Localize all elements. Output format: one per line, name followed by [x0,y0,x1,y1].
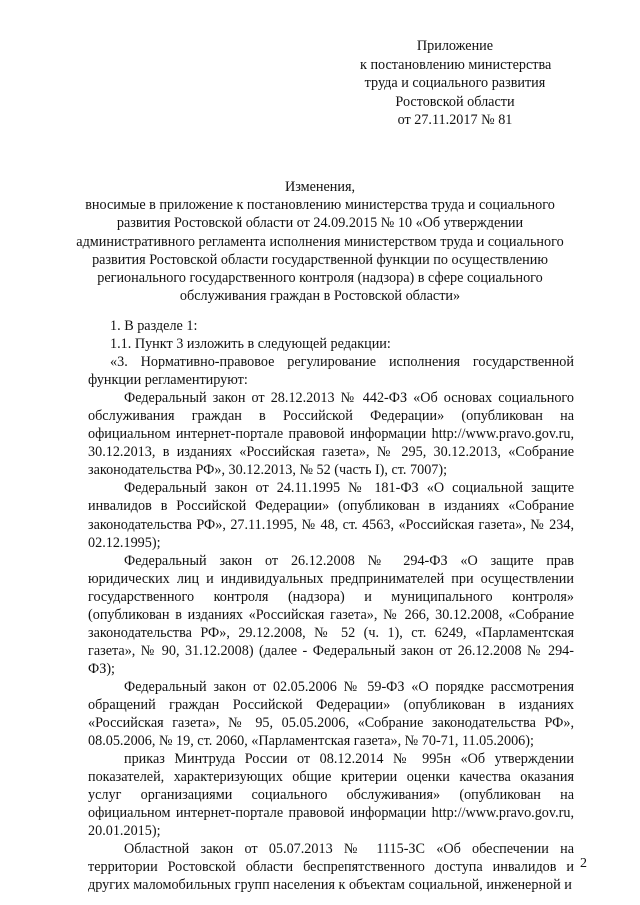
clause-heading: 1.1. Пункт 3 изложить в следующей редакции: [110,336,391,353]
title-line: Изменения, [284,179,356,195]
paragraph: Федеральный закон от 26.12.2008 № 294-ФЗ «О защите прав юридических лиц и индивидуальных предпринимателей при осуществлении государственного контроля (надзора) и муниципального контроля» (опубликован в изданиях «Российская газета», № 266, 30.12.2008, «Собрание законодательства РФ», 29.12.2008, № 52 (ч. 1), ст. 6249, «Парламентская газета», № 90, 31.12.2008) (далее - Федеральный закон от 26.12.2008 № 294-ФЗ); [88,552,574,677]
page-number: 2 [580,856,587,871]
appendix-line: к постановлению министерства [360,56,552,73]
paragraph: Федеральный закон от 02.05.2006 № 59-ФЗ «О порядке рассмотрения обращений граждан Российской Федерации» (опубликован в изданиях «Российская газета», № 95, 05.05.2006, «Собрание законодательства РФ», 08.05.2006, № 19, ст. 2060, «Парламентская газета», № 70-71, 11.05.2006); [88,678,574,750]
appendix-line: Приложение [416,38,494,54]
title-line: вносимые в приложение к постановлению министерства труда и социального [85,197,555,214]
appendix-line: от 27.11.2017 № 81 [397,112,513,129]
paragraph: Федеральный закон от 24.11.1995 № 181-ФЗ «О социальной защите инвалидов в Российской Федерации» (опубликован в изданиях «Собрание законодательства РФ», 27.11.1995, № 48, ст. 4563, «Российская газета», № 234, 02.12.1995); [88,480,574,551]
title-line: регионального государственного контроля (надзора) в сфере социального [97,270,543,287]
title-line: обслуживания граждан в Ростовской области» [179,288,461,305]
section-heading: 1. В разделе 1: [110,318,198,334]
title-line: развития Ростовской области от 24.09.2015 № 10 «Об утверждении [116,215,524,232]
document-body [88,317,574,895]
title-line: развития Ростовской области государственной функции по осуществлению [92,251,548,268]
appendix-line: Ростовской области [395,93,515,110]
document-title [70,178,570,305]
appendix-header [360,37,550,130]
paragraph: «3. Нормативно-правовое регулирование исполнения государственной функции регламентируют: [88,354,574,389]
paragraph: приказ Минтруда России от 08.12.2014 № 995н «Об утверждении показателей, характеризующих общие критерии оценки качества оказания услуг организациями социального обслуживания» (опубликован на официальном интернет-портале правовой информации http://www.pravo.gov.ru, 20.01.2015); [88,751,574,840]
title-line: административного регламента исполнения министерством труда и социального [76,233,564,250]
appendix-line: труда и социального развития [364,75,546,92]
paragraph: Областной закон от 05.07.2013 № 1115-ЗС «Об обеспечении на территории Ростовской области беспрепятственного доступа инвалидов и других маломобильных групп населения к объектам социальной, инженерной и [88,841,574,894]
paragraph: Федеральный закон от 28.12.2013 № 442-ФЗ «Об основах социального обслуживания граждан в Российской Федерации» (опубликован на официальном интернет-портале правовой информации http://www.pravo.gov.ru, 30.12.2013, в изданиях «Российская газета», № 295, 30.12.2013, «Собрание законодательства РФ», 30.12.2013, № 52 (часть I), ст. 7007); [88,390,574,479]
